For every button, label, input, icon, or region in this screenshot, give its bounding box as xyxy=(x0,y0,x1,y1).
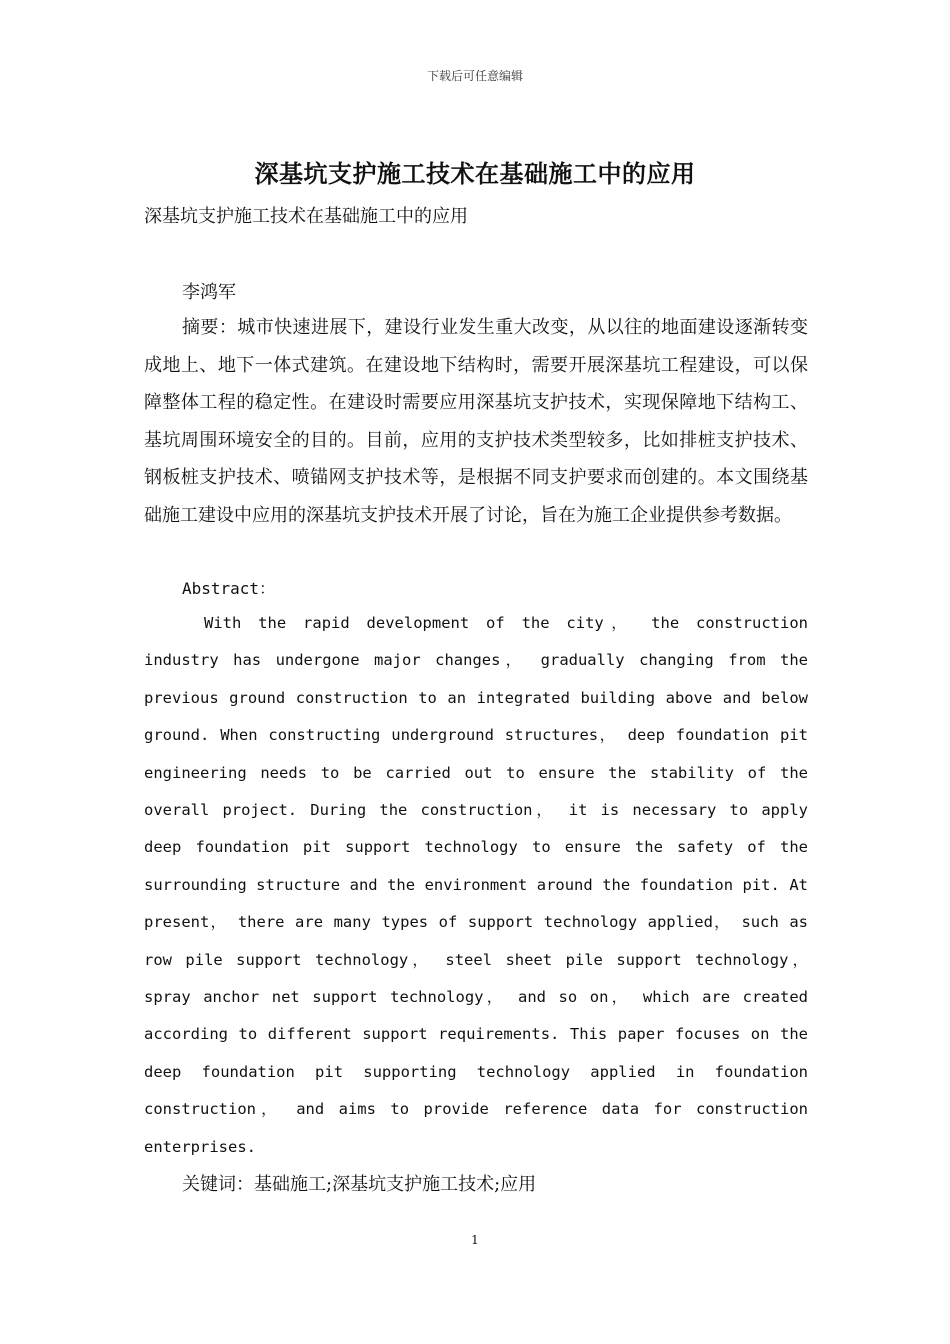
page-number: 1 xyxy=(471,1233,479,1247)
document-subtitle: 深基坑支护施工技术在基础施工中的应用 xyxy=(144,206,468,227)
keywords: 关键词：基础施工;深基坑支护施工技术;应用 xyxy=(182,1174,537,1195)
document-title: 深基坑支护施工技术在基础施工中的应用 xyxy=(254,159,696,188)
header-note: 下载后可任意编辑 xyxy=(426,69,523,83)
english-abstract: With the rapid development of the city， the construction industry has undergone major changes， gradually changing from the previous ground construction to an integrated building above and below ground. When constructing underground structures， deep foundation pit engineering needs to be carried out to ensure the stability of the overall project. During the construction， it is necessary to apply deep foundation pit support technology to ensure the safety of the surrounding structure and the environment around the foundation pit. At present， there are many types of support technology applied， such as row pile support technology， steel sheet pile support technology， spray anchor net support technology， and so on， which are created according to different support requirements. This paper focuses on the deep foundation pit supporting technology applied in foundation construction， and aims to provide reference data for construction enterprises. xyxy=(144,614,808,1156)
author-name: 李鸿军 xyxy=(182,282,236,303)
abstract-label: Abstract： xyxy=(182,579,276,598)
chinese-abstract: 摘要：城市快速进展下，建设行业发生重大改变，从以往的地面建设逐渐转变成地上、地下一体式建筑。在建设地下结构时，需要开展深基坑工程建设，可以保障整体工程的稳定性。在建设时需要应用深基坑支护技术，实现保障地下结构工、基坑周围环境安全的目的。目前，应用的支护技术类型较多，比如排桩支护技术、钢板桩支护技术、喷锚网支护技术等，是根据不同支护要求而创建的。本文围绕基础施工建设中应用的深基坑支护技术开展了讨论，旨在为施工企业提供参考数据。 xyxy=(144,317,808,526)
